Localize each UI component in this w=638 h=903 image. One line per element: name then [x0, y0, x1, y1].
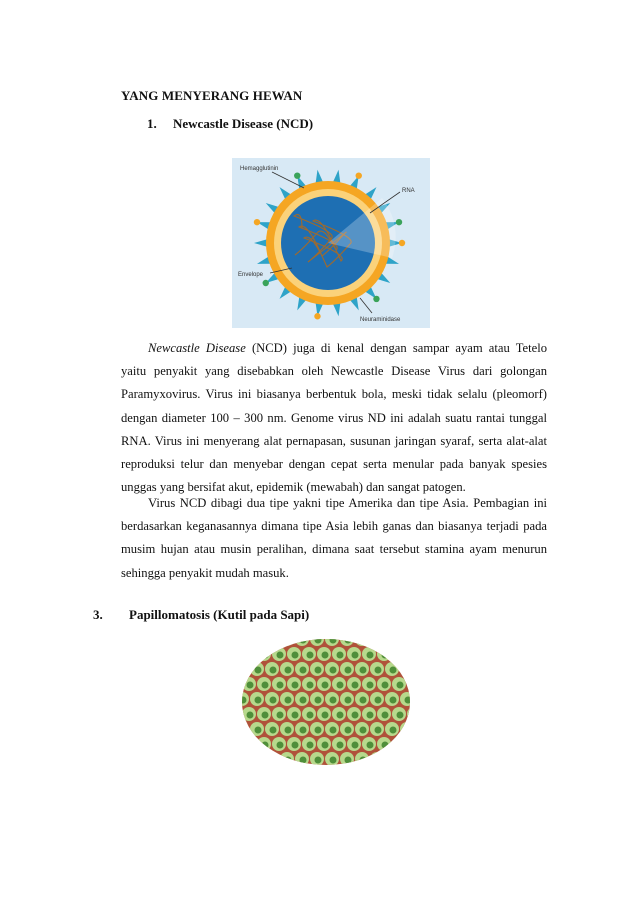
- capsomere-center: [292, 742, 299, 749]
- capsomere-center: [285, 697, 292, 704]
- section-title: Papillomatosis (Kutil pada Sapi): [129, 607, 310, 622]
- capsomere-center: [375, 697, 382, 704]
- capsomere: [370, 637, 384, 646]
- paragraph-line: berdasarkan keganasannya dimana tipe Asia lebih ganas dan biasanya terjadi pada: [121, 519, 547, 534]
- capsomere-center: [262, 682, 269, 689]
- paragraph-line: yaitu penyakit yang disebabkan oleh Newcastle Disease Virus dari golongan: [121, 364, 547, 379]
- capsomere-center: [240, 637, 247, 644]
- capsomere-center: [345, 667, 352, 674]
- capsomere-center: [255, 727, 262, 734]
- capsomere-center: [277, 742, 284, 749]
- capsomere-center: [270, 637, 277, 644]
- label-rna: RNA: [402, 188, 415, 194]
- capsomere-center: [405, 697, 412, 704]
- capsomere-center: [352, 712, 359, 719]
- section-heading: YANG MENYERANG HEWAN: [121, 88, 303, 103]
- capsomere-center: [300, 667, 307, 674]
- capsomere-center: [330, 667, 337, 674]
- capsomere-center: [307, 652, 314, 659]
- capsomere-center: [240, 757, 247, 764]
- paragraph-ncd-description: [121, 337, 547, 499]
- paragraph-line-text: (NCD) juga di kenal dengan sampar ayam atau Tetelo: [245, 341, 547, 355]
- capsomere-center: [292, 712, 299, 719]
- capsomere-center: [382, 712, 389, 719]
- paragraph-line: sehingga penyakit mudah masuk.: [121, 565, 289, 580]
- capsomere-center: [240, 727, 247, 734]
- capsomere-center: [292, 682, 299, 689]
- capsomere-center: [300, 697, 307, 704]
- capsomere-center: [390, 757, 397, 764]
- capsomere-center: [390, 637, 397, 644]
- capsomere-center: [367, 712, 374, 719]
- capsomere-center: [322, 712, 329, 719]
- capsomere-center: [352, 742, 359, 749]
- capsomere-center: [255, 667, 262, 674]
- capsomere-center: [255, 757, 262, 764]
- capsomere-center: [322, 682, 329, 689]
- capsomere: [385, 637, 399, 646]
- capsomere-center: [262, 712, 269, 719]
- capsomere: [400, 637, 412, 646]
- capsomere-center: [382, 742, 389, 749]
- label-neuraminidase: Neuraminidase: [360, 317, 401, 323]
- capsomere: [265, 637, 279, 646]
- capsomere-center: [382, 682, 389, 689]
- spike-knob: [254, 219, 260, 225]
- capsomere-center: [367, 682, 374, 689]
- capsomere-center: [360, 757, 367, 764]
- section-number: 3.: [93, 607, 103, 622]
- capsomere: [377, 647, 391, 661]
- capsomere: [370, 752, 384, 766]
- capsomere-center: [307, 682, 314, 689]
- capsomere: [400, 662, 412, 676]
- capsomere-center: [277, 652, 284, 659]
- paragraph-ncd-types: [121, 492, 547, 585]
- capsomere-center: [337, 712, 344, 719]
- capsomere: [250, 752, 264, 766]
- capsomere-center: [307, 712, 314, 719]
- capsomere-center: [255, 637, 262, 644]
- capsomere-center: [322, 652, 329, 659]
- paragraph-line: RNA. Virus ini menyerang alat pernapasan, susunan jaringan syaraf, serta alat-alat: [121, 433, 547, 448]
- capsomere-center: [390, 667, 397, 674]
- capsomere-center: [315, 667, 322, 674]
- paragraph-line: unggas yang bersifat akut, epidemik (mewabah) dan sangat patogen.: [121, 480, 466, 495]
- capsomere: [407, 737, 412, 751]
- capsomere: [265, 752, 279, 766]
- capsomere: [240, 662, 249, 676]
- capsomere-center: [270, 697, 277, 704]
- capsomere-center: [270, 727, 277, 734]
- capsomere-center: [375, 667, 382, 674]
- capsomere: [242, 647, 256, 661]
- capsomere: [392, 647, 406, 661]
- capsomere-center: [382, 652, 389, 659]
- capsomere-center: [412, 742, 413, 749]
- capsomere-center: [397, 682, 404, 689]
- capsomere-center: [262, 652, 269, 659]
- spike-knob: [396, 219, 402, 225]
- spike-knob: [356, 172, 362, 178]
- item-number: 1.: [147, 116, 157, 131]
- capsomere-center: [277, 712, 284, 719]
- capsomere-center: [337, 682, 344, 689]
- papilloma-capsid-image: [240, 637, 412, 767]
- capsomere-center: [300, 757, 307, 764]
- papilloma-virus-figure: [240, 637, 412, 767]
- capsomere-center: [277, 682, 284, 689]
- capsomere-center: [405, 637, 412, 644]
- capsomere: [385, 752, 399, 766]
- capsomere-center: [412, 652, 413, 659]
- capsomere-center: [345, 757, 352, 764]
- capsomere-center: [285, 667, 292, 674]
- capsomere-center: [247, 652, 254, 659]
- paragraph-line: Virus NCD dibagi dua tipe yakni tipe Amerika dan tipe Asia. Pembagian ini: [148, 496, 547, 510]
- capsomere: [400, 752, 412, 766]
- capsomere-center: [307, 742, 314, 749]
- ncd-virus-diagram: [232, 158, 430, 328]
- capsomere-center: [247, 682, 254, 689]
- capsomere-center: [330, 727, 337, 734]
- capsomere-center: [322, 742, 329, 749]
- capsomere-center: [285, 757, 292, 764]
- capsomere: [355, 752, 369, 766]
- capsomere: [240, 637, 249, 646]
- capsomere-center: [390, 697, 397, 704]
- item-title: Newcastle Disease (NCD): [173, 116, 314, 131]
- capsomere: [257, 647, 271, 661]
- capsomere-center: [412, 682, 413, 689]
- capsomere-center: [255, 697, 262, 704]
- capsomere-center: [270, 667, 277, 674]
- capsomere: [240, 752, 249, 766]
- capsomere-center: [360, 727, 367, 734]
- capsomere-center: [285, 727, 292, 734]
- capsomere-center: [315, 757, 322, 764]
- capsomere-center: [247, 712, 254, 719]
- capsomere-center: [285, 637, 292, 644]
- capsomere-center: [360, 667, 367, 674]
- capsomere-center: [397, 712, 404, 719]
- capsomere-center: [337, 652, 344, 659]
- spike-knob: [314, 313, 320, 319]
- label-envelope: Envelope: [238, 272, 264, 278]
- capsomere: [280, 752, 294, 766]
- capsomere: [392, 737, 406, 751]
- capsomere-center: [352, 652, 359, 659]
- emphasis-term: Newcastle Disease: [148, 341, 246, 355]
- capsomere: [250, 637, 264, 646]
- capsomere-center: [367, 652, 374, 659]
- spike-knob: [399, 240, 405, 246]
- capsomere-center: [412, 712, 413, 719]
- spike-knob: [263, 280, 269, 286]
- capsomere-center: [330, 697, 337, 704]
- capsomere-center: [397, 742, 404, 749]
- capsomere-center: [405, 727, 412, 734]
- capsomere-center: [262, 742, 269, 749]
- capsomere-center: [367, 742, 374, 749]
- capsomere-center: [405, 667, 412, 674]
- paragraph-line: Paramyxovirus. Virus ini biasanya berbentuk bola, meski tidak selalu (pleomorf): [121, 387, 547, 402]
- capsomere-center: [240, 667, 247, 674]
- paragraph-line: musim hujan atau musin peralihan, dimana saat tersebut stamina ayam menurun: [121, 542, 547, 557]
- paragraph-line: reproduksi telur dan menyebar dengan cepat serta menular pada banyak spesies: [121, 457, 547, 472]
- paragraph-line: [121, 337, 547, 360]
- capsomere: [407, 647, 412, 661]
- capsomere-center: [300, 727, 307, 734]
- label-hemagglutinin: Hemagglutinin: [240, 166, 279, 172]
- capsomere-center: [270, 757, 277, 764]
- capsomere-center: [352, 682, 359, 689]
- capsomere-center: [345, 697, 352, 704]
- capsomere-center: [375, 757, 382, 764]
- paragraph-line: dengan diameter 100 – 300 nm. Genome virus ND ini adalah suatu rantai tunggal: [121, 410, 547, 425]
- capsomere-center: [315, 727, 322, 734]
- spike-knob: [294, 172, 300, 178]
- capsomere-center: [375, 727, 382, 734]
- capsomere-center: [390, 727, 397, 734]
- capsomere-center: [292, 652, 299, 659]
- capsomere-center: [360, 697, 367, 704]
- capsomere-center: [247, 742, 254, 749]
- ncd-virus-figure: [232, 158, 430, 328]
- capsomere-center: [330, 757, 337, 764]
- capsomere-layer: [240, 637, 412, 766]
- capsomere-center: [345, 727, 352, 734]
- capsomere-center: [337, 742, 344, 749]
- capsomere: [242, 737, 256, 751]
- capsomere-center: [375, 637, 382, 644]
- capsomere-center: [315, 697, 322, 704]
- capsomere-center: [397, 652, 404, 659]
- capsomere-center: [360, 637, 367, 644]
- capsomere-center: [405, 757, 412, 764]
- spike-knob: [373, 296, 379, 302]
